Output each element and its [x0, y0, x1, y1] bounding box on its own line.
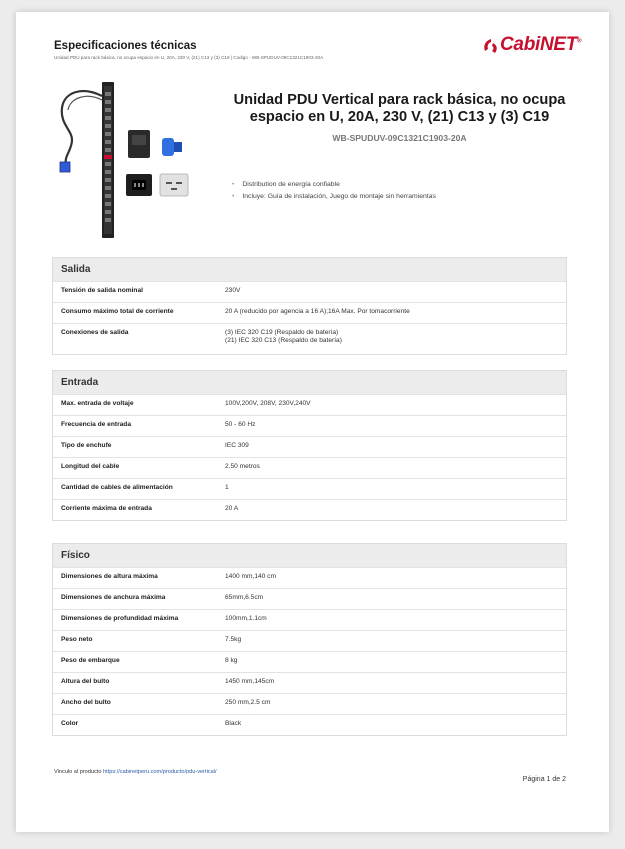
- spec-label: Corriente máxima de entrada: [61, 505, 152, 512]
- feature-item: • Distribution de energía confiable: [232, 181, 340, 188]
- spec-value: 20 A: [225, 505, 239, 512]
- feature-list: [232, 179, 436, 203]
- product-link-url[interactable]: https://cabinetperu.com/producto/pdu-vertical/: [103, 769, 217, 775]
- product-link-label: Vinculo al producto: [54, 769, 102, 775]
- product-title: Unidad PDU Vertical para rack básica, no ocupa espacio en U, 20A, 230 V, (21) C13 y (3) C19: [233, 92, 566, 125]
- logo-registered-mark: ®: [577, 38, 582, 45]
- table-row: [53, 567, 566, 588]
- table-row: [53, 672, 566, 693]
- table-row: [53, 651, 566, 672]
- document-page: [16, 12, 609, 832]
- spec-value: 50 - 60 Hz: [225, 421, 256, 428]
- table-row: [53, 281, 566, 302]
- spec-label: Peso neto: [61, 636, 93, 643]
- spec-value: 20 A (reducido por agencia a 16 A);16A Max. Por tomacorriente: [225, 308, 410, 315]
- spec-value: 65mm,6.5cm: [225, 594, 264, 601]
- section-heading: Entrada: [53, 371, 566, 394]
- spec-value: IEC 309: [225, 442, 249, 449]
- spec-section-salida: [52, 257, 567, 355]
- spec-label: Altura del bulto: [61, 678, 110, 685]
- spec-value: (21) IEC 320 C13 (Respaldo de batería): [225, 337, 342, 344]
- spec-value: 1: [225, 484, 229, 491]
- spec-value: 2.50 metros: [225, 463, 260, 470]
- table-row: [53, 630, 566, 651]
- logo-text: CabiNET: [500, 34, 578, 55]
- cabinet-logo: [482, 35, 582, 59]
- section-heading: Salida: [53, 258, 566, 281]
- product-link: [54, 769, 217, 775]
- spec-label: Dimensiones de altura máxima: [61, 573, 158, 580]
- section-heading: Físico: [53, 544, 566, 567]
- page-number: Página 1 de 2: [522, 776, 566, 783]
- spec-label: Dimensiones de profundidad máxima: [61, 615, 179, 622]
- spec-value: 100mm,1.1cm: [225, 615, 267, 622]
- spec-value: Black: [225, 720, 242, 727]
- spec-label: Longitud del cable: [61, 463, 120, 470]
- table-row: [53, 415, 566, 436]
- feature-item: • Incluye: Guía de instalación, Juego de montaje sin herramientas: [232, 193, 436, 200]
- spec-label: Max. entrada de voltaje: [61, 400, 134, 407]
- table-row: [53, 457, 566, 478]
- spec-label: Tipo de enchufe: [61, 442, 112, 449]
- spec-label: Cantidad de cables de alimentación: [61, 484, 173, 491]
- spec-value: (3) IEC 320 C19 (Respaldo de batería): [225, 329, 339, 336]
- logo-mark-icon: [482, 37, 500, 57]
- table-row: [53, 478, 566, 499]
- spec-value: 7.5kg: [225, 636, 242, 643]
- table-row: [53, 693, 566, 714]
- table-row: [53, 588, 566, 609]
- spec-label: Conexiones de salida: [61, 329, 129, 336]
- spec-section-entrada: [52, 370, 567, 521]
- spec-value: 8 kg: [225, 657, 238, 664]
- spec-label: Tensión de salida nominal: [61, 287, 143, 294]
- spec-value: 1450 mm,145cm: [225, 678, 275, 685]
- spec-label: Frecuencia de entrada: [61, 421, 131, 428]
- table-row: [53, 394, 566, 415]
- table-row: [53, 436, 566, 457]
- spec-value: 230V: [225, 287, 241, 294]
- product-sku: WB-SPUDUV-09C1321C1903-20A: [332, 133, 467, 143]
- bullet-icon: •: [232, 181, 235, 188]
- product-image: [42, 78, 222, 248]
- table-row: [53, 609, 566, 630]
- table-row: [53, 302, 566, 323]
- header-title: Especificaciones técnicas: [54, 40, 197, 52]
- header-subtitle: Unidad PDU para rack básica, no ocupa espacio en U, 20A, 230 V, (21) C13 y (3) C19 | Codigo - WB-SPUDUV-09C1321C1903-20A: [54, 55, 324, 60]
- spec-section-fisico: [52, 543, 567, 736]
- spec-value: 1400 mm,140 cm: [225, 573, 276, 580]
- table-row: [53, 323, 566, 354]
- spec-label: Color: [61, 720, 79, 727]
- spec-label: Ancho del bulto: [61, 699, 111, 706]
- spec-label: Consumo máximo total de corriente: [61, 308, 174, 315]
- table-row: [53, 499, 566, 520]
- bullet-icon: •: [232, 193, 235, 200]
- table-row: [53, 714, 566, 735]
- spec-label: Dimensiones de anchura máxima: [61, 594, 166, 601]
- spec-value: 100V,200V, 208V, 230V,240V: [225, 400, 311, 407]
- spec-value: 250 mm,2.5 cm: [225, 699, 271, 706]
- spec-label: Peso de embarque: [61, 657, 120, 664]
